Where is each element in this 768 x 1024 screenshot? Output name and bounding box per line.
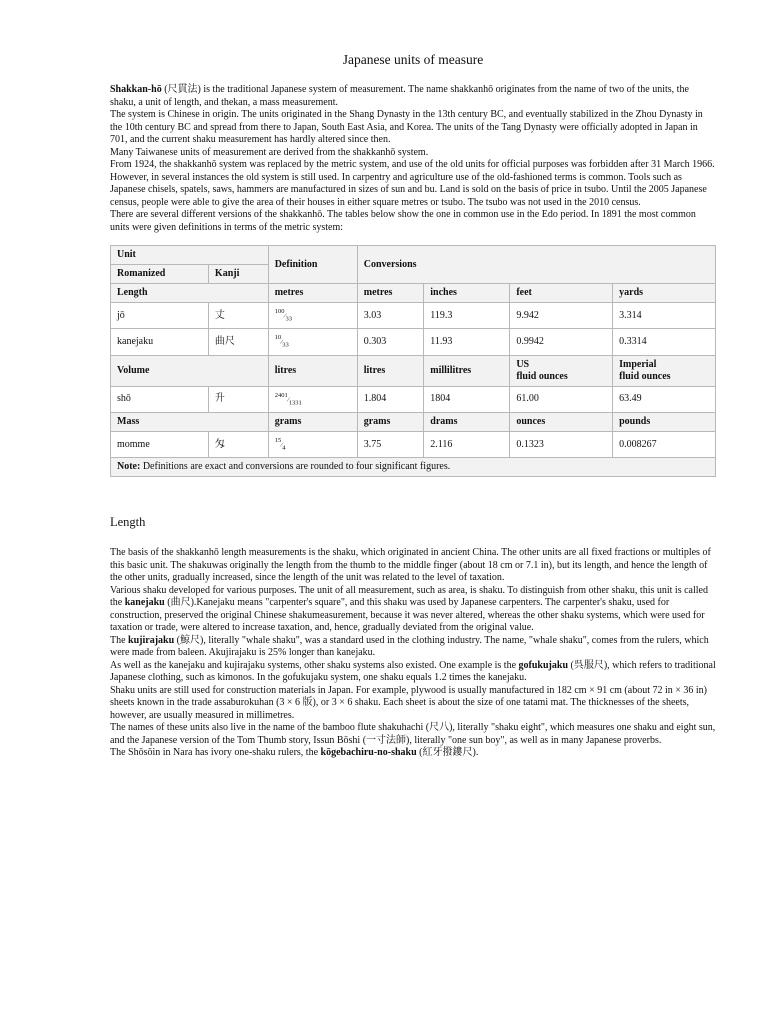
table-row xyxy=(111,386,716,412)
length-col-feet: feet xyxy=(510,284,613,303)
conv-value: 1.804 xyxy=(357,386,424,412)
text-run: The xyxy=(110,634,129,646)
col-line: Imperial xyxy=(619,358,657,370)
note-label: Note: xyxy=(117,461,141,473)
conv-value: 3.75 xyxy=(357,431,424,457)
col-line: US xyxy=(516,358,530,370)
romanized-header: Romanized xyxy=(111,265,209,284)
bold-term: kōgebachiru-no-shaku xyxy=(320,747,417,759)
volume-col-litres: litres xyxy=(357,355,424,386)
length-section xyxy=(110,547,716,760)
conv-value: 0.008267 xyxy=(613,431,716,457)
text-run: The basis of the shakkanhō length measurements is the shaku, which originated in ancient China. The other units are all fixed fractions or multiples of this basic unit. The shakuwas originally the length from the thumb to the middle finger (about 18 cm or 7.1 in), but its length, and hence the length of the other units, gradually increased, since the length of the unit was related to the level of taxation. xyxy=(110,547,711,584)
unit-name: kanejaku xyxy=(111,329,209,355)
mass-col-pounds: pounds xyxy=(613,412,716,431)
unit-name: momme xyxy=(111,431,209,457)
mass-group-header: Mass xyxy=(111,412,269,431)
definition-header: Definition xyxy=(268,246,357,284)
paragraph xyxy=(110,109,716,147)
text-run: The names of these units also live in the name of the bamboo flute shakuhachi (尺八), literally "shaku eight", which measures one shaku and eight sun, and the Japanese version of the Tom Thumb story, Issun Bōshi (一寸法師), literally "one sun boy", as well as in many Japanese proverbs. xyxy=(110,722,716,746)
unit-name: shō xyxy=(111,386,209,412)
conv-value: 0.1323 xyxy=(510,431,613,457)
table-row xyxy=(111,431,716,457)
conv-value: 63.49 xyxy=(613,386,716,412)
text-run: (鯨尺), literally "whale shaku", was a standard used in the clothing industry. The name, "whale shaku", comes from the rulers, which were made from baleen. Akujirajaku is 25% longer than kanejaku. xyxy=(110,634,709,659)
conversions-header: Conversions xyxy=(357,246,715,284)
length-def-unit: metres xyxy=(268,284,357,303)
unit-name: jō xyxy=(111,303,209,329)
paragraph xyxy=(110,159,716,209)
frac-num: 10 xyxy=(274,334,282,342)
paragraph xyxy=(110,722,716,747)
text-run: Shaku units are still used for construction materials in Japan. For example, plywood is usually manufactured in 182 cm × 91 cm (about 72 in × 36 in) sheets known in the trade assaburokuhan (3 × 6 版), or 3 × 6 shaku. Each sheet is about the size of one tatami mat. The thicknesses of the sheets, however, are usually measured in millimetres. xyxy=(110,684,707,721)
paragraph xyxy=(110,547,716,585)
conv-value: 3.03 xyxy=(357,303,424,329)
paragraph xyxy=(110,147,716,160)
paragraph xyxy=(110,635,716,660)
intro-section xyxy=(110,84,716,234)
volume-col-us-floz xyxy=(510,355,613,386)
unit-definition: $^{2401}⁄_{1331}$ xyxy=(268,386,357,412)
mass-col-ounces: ounces xyxy=(510,412,613,431)
paragraph xyxy=(110,585,716,635)
frac-num: 15 xyxy=(274,436,282,444)
frac-den: 4 xyxy=(282,444,286,452)
bold-term: kujirajaku xyxy=(128,634,175,646)
text-run: As well as the kanejaku and kujirajaku systems, other shaku systems also existed. One example is the xyxy=(110,659,519,671)
paragraph xyxy=(110,209,716,234)
conv-value: 61.00 xyxy=(510,386,613,412)
text-run: (紅牙撥鏤尺). xyxy=(416,747,479,759)
paragraph xyxy=(110,685,716,723)
text-run: The system is Chinese in origin. The units originated in the Shang Dynasty in the 13th century BC, and eventually stabilized in the Zhou Dynasty in the 10th century BC and spread from there to Japan, South East Asia, and Korea. The units of the Tang Dynasty were officially adopted in Japan in 701, and the current shaku measurement has hardly altered since then. xyxy=(110,109,703,145)
bold-term: gofukujaku xyxy=(518,659,568,671)
text-run: There are several different versions of the shakkanhō. The tables below show the one in common use in the Edo period. In 1891 the most common units were given definitions in terms of the metric system: xyxy=(110,209,696,233)
note-text: Definitions are exact and conversions are rounded to four significant figures. xyxy=(140,461,451,473)
conv-value: 9.942 xyxy=(510,303,613,329)
conv-value: 11.93 xyxy=(424,329,510,355)
kanji-header: Kanji xyxy=(208,265,268,284)
length-group-header: Length xyxy=(111,284,269,303)
frac-den: 1331 xyxy=(288,398,302,406)
conv-value: 3.314 xyxy=(613,303,716,329)
unit-header: Unit xyxy=(111,246,269,265)
length-col-inches: inches xyxy=(424,284,510,303)
paragraph xyxy=(110,747,716,760)
col-line: fluid ounces xyxy=(619,370,671,382)
unit-kanji: 匁 xyxy=(208,431,268,457)
conv-value: 0.303 xyxy=(357,329,424,355)
page-title: Japanese units of measure xyxy=(342,52,484,67)
volume-group-header: Volume xyxy=(111,355,269,386)
conv-value: 2.116 xyxy=(424,431,510,457)
bold-term: kanejaku xyxy=(124,597,165,609)
paragraph xyxy=(110,84,716,109)
paragraph xyxy=(110,660,716,685)
unit-definition: $^{10}⁄_{33}$ xyxy=(268,329,357,355)
col-line: fluid ounces xyxy=(516,370,568,382)
conv-value: 119.3 xyxy=(424,303,510,329)
unit-kanji: 曲尺 xyxy=(208,329,268,355)
frac-den: 33 xyxy=(282,341,289,349)
text-run: (尺貫法) is the traditional Japanese system of measurement. The name shakkanhō originates from the name of two of the units, the shaku, a unit of length, and thekan, a mass measurement. xyxy=(110,84,689,108)
unit-kanji: 丈 xyxy=(208,303,268,329)
frac-num: 2401 xyxy=(274,391,288,399)
text-run: Various shaku developed for various purposes. The unit of all measurement, such as area, is shaku. To distinguish from other shaku, this unit is called the xyxy=(110,584,708,609)
mass-col-grams: grams xyxy=(357,412,424,431)
bold-term: Shakkan-hō xyxy=(110,84,162,95)
unit-definition: $^{100}⁄_{33}$ xyxy=(268,303,357,329)
document-page xyxy=(110,52,716,760)
table-row xyxy=(111,329,716,355)
conv-value: 0.3314 xyxy=(613,329,716,355)
unit-kanji: 升 xyxy=(208,386,268,412)
conv-value: 0.9942 xyxy=(510,329,613,355)
text-run: (曲尺).Kanejaku means "carpenter's square", and this shaku was used by Japanese carpenters. The carpenter's shaku, used for construction, preserved the original Chinese shakumeasurement, because it was never altered, whereas the other shaku systems, which were used for taxation or trade, were altered to increase taxation, and, hence, gradually deviated from the original value. xyxy=(110,597,705,634)
text-run: (呉服尺), which refers to traditional Japanese clothing, such as kimonos. In the gofukujaku system, one shaku equals 1.2 times the kanejaku. xyxy=(110,659,716,684)
units-table xyxy=(110,245,716,477)
volume-def-unit: litres xyxy=(268,355,357,386)
table-note xyxy=(111,458,716,477)
text-run: The Shōsōin in Nara has ivory one-shaku rulers, the xyxy=(110,747,321,759)
frac-num: 100 xyxy=(274,308,285,315)
table-row xyxy=(111,303,716,329)
text-run: Many Taiwanese units of measurement are derived from the shakkanhō system. xyxy=(110,146,429,158)
volume-col-imp-floz xyxy=(613,355,716,386)
unit-definition: $^{15}⁄_4$ xyxy=(268,431,357,457)
length-col-yards: yards xyxy=(613,284,716,303)
volume-col-millilitres: millilitres xyxy=(424,355,510,386)
section-heading-length: Length xyxy=(110,515,146,530)
text-run: From 1924, the shakkanhō system was replaced by the metric system, and use of the old units for official purposes was forbidden after 31 March 1966. However, in several instances the old system is still used. In carpentry and agriculture use of the old-fashioned terms is common. Tools such as Japanese chisels, spatels, saws, hammers are manufactured in sizes of sun and bu. Land is sold on the basis of price in tsubo. Until the 2005 Japanese census, people were able to give the area of their houses in either square metres or tsubo. The tsubo was not used in the 2010 census. xyxy=(110,159,715,208)
mass-col-drams: drams xyxy=(424,412,510,431)
frac-den: 33 xyxy=(285,315,293,323)
mass-def-unit: grams xyxy=(268,412,357,431)
length-col-metres: metres xyxy=(357,284,424,303)
conv-value: 1804 xyxy=(424,386,510,412)
